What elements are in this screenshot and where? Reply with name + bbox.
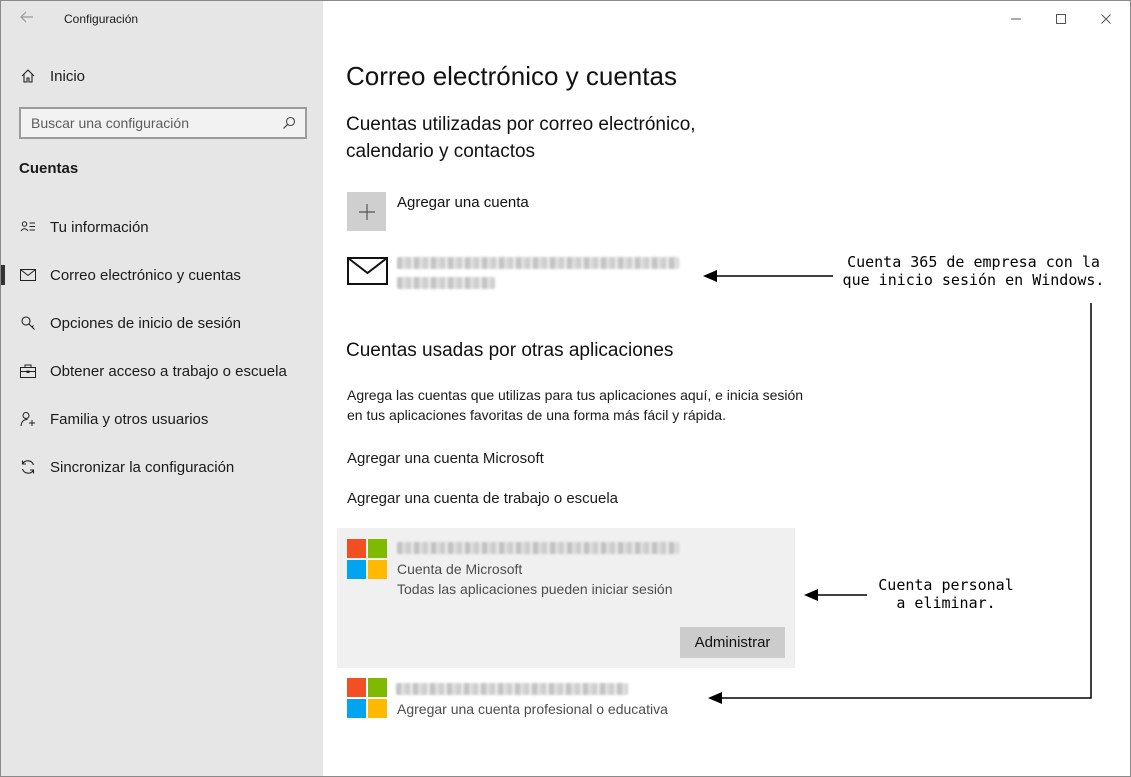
app-title: Configuración: [64, 12, 139, 26]
arrow-to-work-account: [721, 303, 1091, 698]
arrowhead: [708, 692, 722, 704]
add-account-label: Agregar una cuenta: [397, 194, 529, 211]
annotation-company-account: Cuenta 365 de empresa con la que inicio sesión en Windows.: [842, 253, 1105, 289]
account-status-label: Todas las aplicaciones pueden iniciar sesión: [397, 581, 673, 597]
sidebar-item-label: Obtener acceso a trabajo o escuela: [50, 362, 287, 380]
arrowhead: [804, 589, 818, 601]
section-header-other-apps: Cuentas usadas por otras aplicaciones: [346, 340, 674, 361]
section-description: Agrega las cuentas que utilizas para tus aplicaciones aquí, e inicia sesión en tus aplicaciones favoritas de una forma más fácil y rápida.: [347, 387, 804, 423]
section-header-email-accounts: Cuentas utilizadas por correo electrónico, calendario y contactos: [346, 114, 696, 162]
sidebar-item-label: Familia y otros usuarios: [50, 410, 209, 428]
account-type-label: Cuenta de Microsoft: [397, 561, 523, 577]
sidebar-item-label: Opciones de inicio de sesión: [50, 314, 241, 332]
sidebar-item-label: Tu información: [50, 218, 149, 236]
arrowhead: [703, 270, 717, 282]
annotation-personal-account: Cuenta personal a eliminar.: [878, 576, 1014, 612]
sidebar-item-label: Sincronizar la configuración: [50, 458, 235, 476]
add-work-account-link[interactable]: Agregar una cuenta de trabajo o escuela: [347, 490, 619, 507]
manage-button[interactable]: Administrar: [680, 627, 785, 658]
home-label: Inicio: [50, 67, 86, 85]
sidebar-section-title: Cuentas: [19, 160, 79, 177]
work-account-action-label: Agregar una cuenta profesional o educativa: [397, 701, 668, 717]
page-title: Correo electrónico y cuentas: [346, 61, 677, 91]
add-microsoft-account-link[interactable]: Agregar una cuenta Microsoft: [347, 450, 544, 467]
sidebar-item-label: Correo electrónico y cuentas: [50, 266, 241, 284]
annotation-arrows: [1, 1, 1131, 777]
